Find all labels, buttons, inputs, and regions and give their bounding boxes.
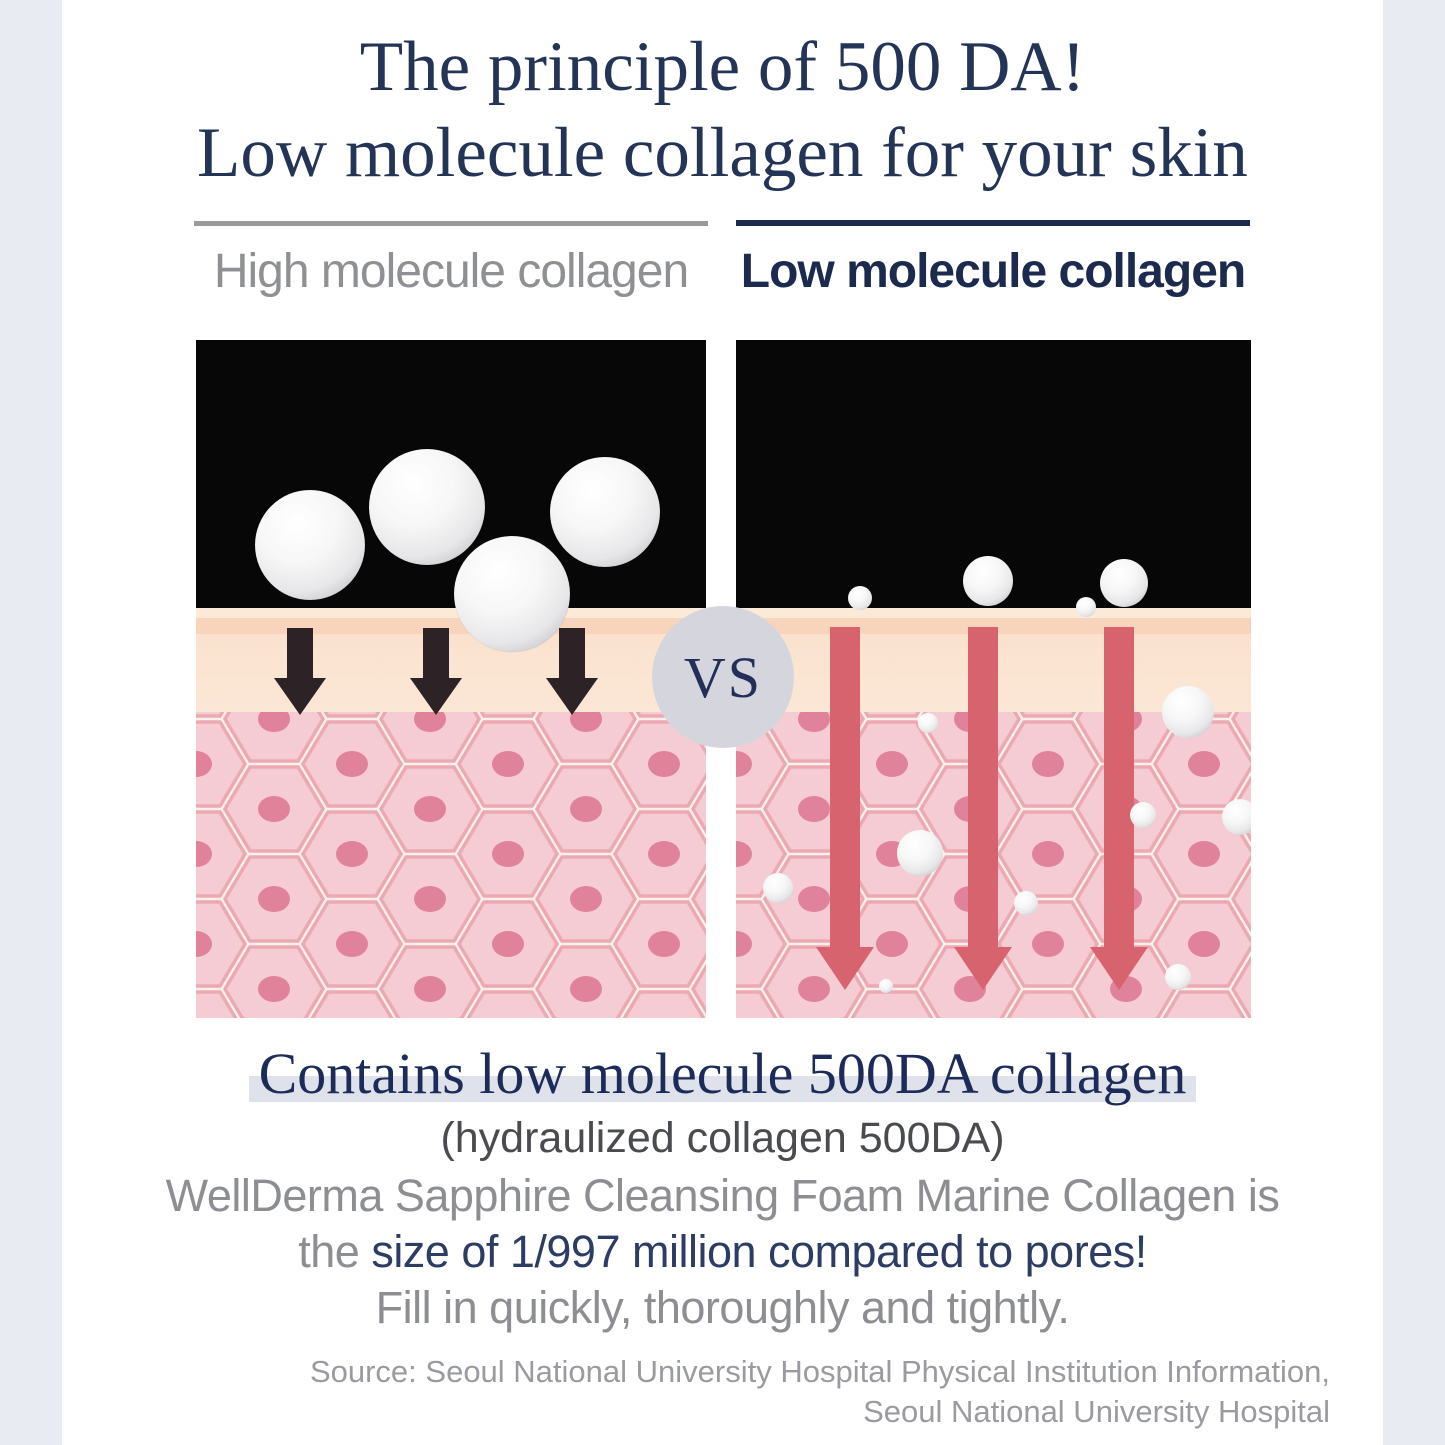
body-line1: WellDerma Sapphire Cleansing Foam Marine Collagen is	[165, 1170, 1280, 1221]
collagen-sphere-small	[1014, 891, 1038, 915]
high-molecule-illustration	[196, 340, 706, 1018]
skin-surface-highlight	[736, 608, 1251, 618]
column-header-low-molecule	[736, 220, 1250, 296]
navy-divider-line	[736, 220, 1250, 226]
collagen-sphere-small	[1100, 559, 1148, 607]
column-header-high-molecule	[194, 221, 708, 296]
body-line2-prefix: the	[298, 1226, 372, 1277]
collagen-sphere-small	[1076, 597, 1096, 617]
claim-headline	[62, 1040, 1383, 1107]
collagen-sphere-small	[763, 873, 793, 903]
collagen-sphere-small	[918, 713, 938, 733]
page-title	[62, 24, 1383, 196]
collagen-sphere-small	[879, 979, 893, 993]
vs-badge	[652, 606, 794, 748]
left-margin-band	[0, 0, 62, 1445]
collagen-sphere-large	[454, 536, 570, 652]
collagen-sphere-large	[255, 490, 365, 600]
collagen-sphere-small	[1130, 802, 1156, 828]
claim-body	[62, 1168, 1383, 1336]
source-line1: Source: Seoul National University Hospital Physical Institution Information,	[309, 1354, 1330, 1389]
collagen-sphere-small	[848, 586, 872, 610]
source-line2: Seoul National University Hospital	[863, 1394, 1330, 1429]
collagen-sphere-small	[1162, 686, 1214, 738]
collagen-sphere-large	[550, 457, 660, 567]
right-margin-band	[1383, 0, 1445, 1445]
body-line3: Fill in quickly, thoroughly and tightly.	[375, 1282, 1070, 1333]
low-molecule-illustration	[736, 340, 1251, 1018]
gray-divider-line	[194, 221, 708, 226]
body-line2-emphasis: size of 1/997 million compared to pores!	[371, 1226, 1147, 1277]
skin-surface-band	[196, 618, 706, 634]
vs-label: VS	[683, 644, 763, 710]
low-molecule-label: Low molecule collagen	[740, 245, 1246, 298]
page-title-line2: Low molecule collagen for your skin	[197, 114, 1248, 192]
collagen-sphere-small	[1165, 964, 1191, 990]
page-title-line1: The principle of 500 DA!	[359, 28, 1086, 106]
highlighted-headline-text: Contains low molecule 500DA collagen	[249, 1041, 1197, 1106]
high-molecule-label: High molecule collagen	[213, 245, 689, 298]
collagen-sphere-small	[963, 556, 1013, 606]
collagen-sphere-small	[897, 830, 943, 876]
collagen-sphere-large	[369, 449, 485, 565]
claim-subline: (hydraulized collagen 500DA)	[440, 1114, 1005, 1162]
skin-surface-highlight	[196, 608, 706, 618]
source-attribution	[310, 1352, 1330, 1432]
cell-layer	[196, 712, 706, 1018]
